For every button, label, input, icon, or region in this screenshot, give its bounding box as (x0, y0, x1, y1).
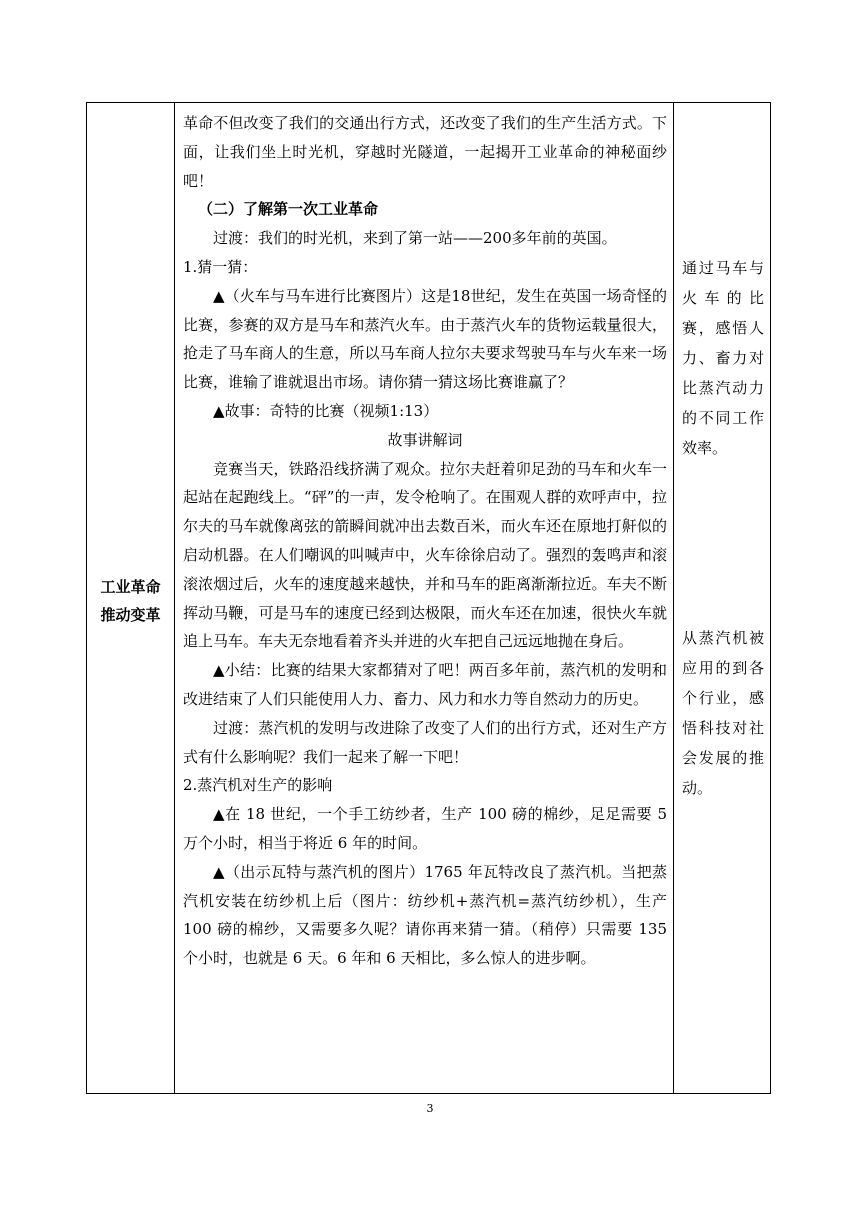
paragraph: 过渡：蒸汽机的发明与改进除了改变了人们的出行方式，还对生产方式有什么影响呢？我们一起来了解一下吧！ (183, 718, 667, 766)
section-label-line-1: 工业革命 (100, 578, 161, 596)
page-number: 3 (426, 1102, 434, 1115)
design-intent-note: 从蒸汽机被应用的到各个行业，感悟科技对社会发展的推动。 (682, 629, 764, 797)
paragraph: ▲故事：奇特的比赛（视频1:13） (213, 401, 439, 420)
paragraph: ▲（火车与马车进行比赛图片）这是18世纪，发生在英国一场奇怪的比赛，参赛的双方是马车和蒸汽火车。由于蒸汽火车的货物运载量很大，抢走了马车商人的生意，所以马车商人拉尔夫要求驾驶马车与火车来一场比赛，谁输了谁就退出市场。请你猜一猜这场比赛谁赢了？ (183, 286, 667, 392)
lesson-content (183, 109, 667, 973)
paragraph: 革命不但改变了我们的交通出行方式，还改变了我们的生产生活方式。下面，让我们坐上时光机，穿越时光隧道，一起揭开工业革命的神秘面纱吧！ (183, 114, 667, 190)
paragraph: ▲（出示瓦特与蒸汽机的图片）1765 年瓦特改良了蒸汽机。当把蒸汽机安装在纺纱机上后（图片：纺纱机+蒸汽机=蒸汽纺纱机），生产 100 磅的棉纱，又需要多久呢？请你再来猜一猜。（稍停）只需要 135 个小时，也就是 6 天。6 年和 6 天相比，多么惊人的进步啊。 (183, 862, 667, 968)
section-column (87, 103, 175, 1093)
paragraph: ▲在 18 世纪，一个手工纺纱者，生产 100 磅的棉纱，足足需要 5 万个小时，相当于将近 6 年的时间。 (183, 805, 667, 852)
paragraph: 1.猜一猜： (183, 257, 258, 276)
section-label (87, 573, 174, 629)
paragraph: 过渡：我们的时光机，来到了第一站——200多年前的英国。 (213, 229, 617, 248)
content-column (175, 103, 675, 1093)
intent-column (673, 103, 770, 1093)
design-intent-note: 通过马车与火车的比赛，感悟人力、畜力对比蒸汽动力的不同工作效率。 (682, 259, 764, 457)
paragraph: ▲小结：比赛的结果大家都猜对了吧！两百多年前，蒸汽机的发明和改进结束了人们只能使用人力、畜力、风力和水力等自然动力的历史。 (183, 661, 667, 708)
lesson-table (86, 102, 771, 1094)
paragraph: 2.蒸汽机对生产的影响 (183, 776, 333, 795)
paragraph: 故事讲解词 (387, 430, 463, 449)
paragraph: 竞赛当天，铁路沿线挤满了观众。拉尔夫赶着卯足劲的马车和火车一起站在起跑线上。“砰”的一声，发令枪响了。在围观人群的欢呼声中，拉尔夫的马车就像离弦的箭瞬间就冲出去数百米，而火车还在原地打鼾似的启动机器。在人们嘲讽的叫喊声中，火车徐徐启动了。强烈的轰鸣声和滚滚浓烟过后，火车的速度越来越快，并和马车的距离渐渐拉近。车夫不断挥动马鞭，可是马车的速度已经到达极限，而火车还在加速，很快火车就追上马车。车夫无奈地看着齐头并进的火车把自己远远地抛在身后。 (183, 459, 667, 651)
paragraph: （二）了解第一次工业革命 (198, 200, 379, 219)
section-label-line-2: 推动变革 (100, 606, 161, 624)
